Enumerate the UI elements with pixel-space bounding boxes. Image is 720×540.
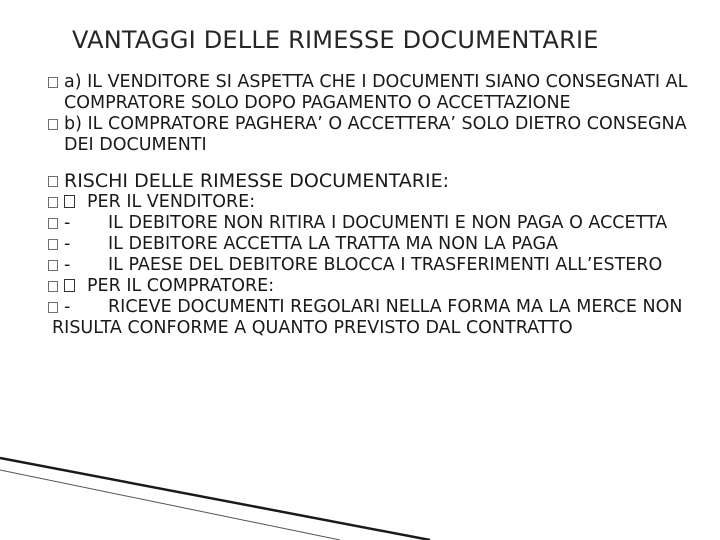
- list-item-text: RICEVE DOCUMENTI REGOLARI NELLA FORMA MA LA MERCE NON RISULTA CONFORME A QUANTO PREVISTO DAL CONTRATTO: [52, 297, 683, 338]
- venditore-heading: [48, 192, 698, 213]
- list-item: [48, 297, 698, 339]
- dash-marker: -: [64, 297, 71, 317]
- corner-line-dark: [0, 458, 430, 540]
- bullet-icon: [48, 197, 58, 208]
- dash-marker: -: [64, 213, 71, 233]
- bullet-icon: [48, 176, 58, 187]
- dash-marker: -: [64, 234, 71, 254]
- dash-marker: -: [64, 255, 71, 275]
- list-item-text: IL DEBITORE NON RITIRA I DOCUMENTI E NON PAGA O ACCETTA: [108, 213, 668, 233]
- missing-glyph-icon: [64, 195, 75, 208]
- list-item: [48, 255, 698, 276]
- list-item-text: IL PAESE DEL DEBITORE BLOCCA I TRASFERIMENTI ALL’ESTERO: [108, 255, 663, 275]
- bullet-icon: [48, 281, 58, 292]
- list-item: [48, 234, 698, 255]
- corner-line-light: [0, 470, 340, 540]
- list-item: [48, 72, 698, 114]
- list-item-text: IL DEBITORE ACCETTA LA TRATTA MA NON LA PAGA: [108, 234, 558, 254]
- bullet-icon: [48, 77, 58, 88]
- list-item-text: b) IL COMPRATORE PAGHERA’ O ACCETTERA’ SOLO DIETRO CONSEGNA DEI DOCUMENTI: [64, 114, 687, 155]
- compratore-heading-text: PER IL COMPRATORE:: [87, 276, 275, 296]
- list-item: [48, 213, 698, 234]
- missing-glyph-icon: [64, 279, 75, 292]
- venditore-heading-text: PER IL VENDITORE:: [87, 192, 256, 212]
- rischi-heading-text: RISCHI DELLE RIMESSE DOCUMENTARIE:: [64, 170, 449, 192]
- list-item-text: a) IL VENDITORE SI ASPETTA CHE I DOCUMENTI SIANO CONSEGNATI AL COMPRATORE SOLO DOPO PAGAMENTO O ACCETTAZIONE: [64, 72, 688, 113]
- slide-title: VANTAGGI DELLE RIMESSE DOCUMENTARIE: [72, 26, 599, 54]
- list-item: [48, 114, 698, 156]
- slide-content: [48, 72, 698, 339]
- bullet-icon: [48, 119, 58, 130]
- rischi-heading: [48, 170, 698, 192]
- compratore-heading: [48, 276, 698, 297]
